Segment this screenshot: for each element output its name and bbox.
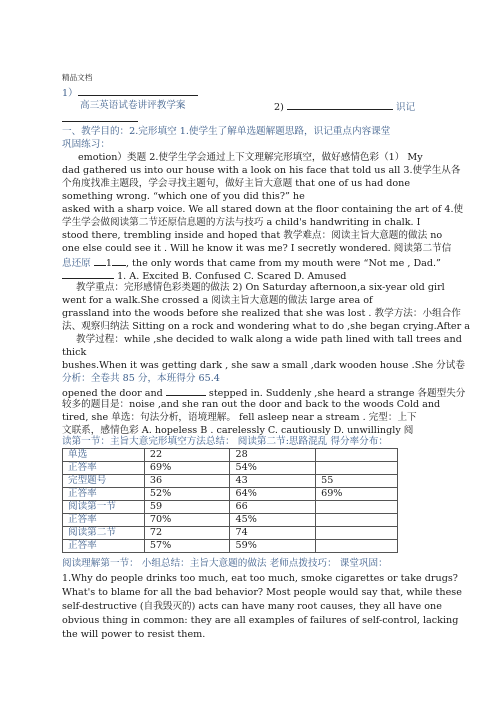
- lesson-title: 高三英语试卷讲评教学案: [80, 100, 186, 111]
- objective-2-line: [274, 100, 415, 114]
- doc-line: 阅读理解第一节： 小组总结：主旨大意题的做法 老师点拨技巧： 课堂巩固：: [62, 558, 388, 569]
- blank-underline: [287, 100, 393, 110]
- blank-underline: [94, 256, 106, 266]
- table-cell: 69%: [316, 488, 398, 501]
- doc-line: obvious thing in common: they are all examples of failures of self-control, lacking: [62, 615, 459, 626]
- doc-line: 法、观察归纳法 Sitting on a rock and wondering what to do ,she began crying.After a: [62, 321, 470, 332]
- blank-underline: [112, 256, 126, 266]
- table-cell: 59: [144, 501, 230, 514]
- doc-line: grassland into the woods before she realized that she was lost . 教学方法：小组合作: [62, 308, 461, 319]
- table-cell: 64%: [230, 488, 316, 501]
- doc-line: 个角度找准主题段，学会寻找主题句，做好主旨大意题 that one of us had done: [62, 178, 411, 189]
- table-row: [63, 488, 398, 501]
- doc-line: 教学过程：while ,she decided to walk along a wide path lined with tall trees and: [76, 334, 462, 345]
- table-cell: 70%: [144, 514, 230, 527]
- blank-underline: [62, 269, 114, 279]
- doc-line: emotion）类题 2.使学生学会通过上下文理解完形填空，做好感情色彩（1） My: [78, 152, 423, 163]
- line-text: stepped in. Suddenly ,she heard a strange 各题型失分: [208, 388, 466, 399]
- table-cell: 36: [144, 475, 230, 488]
- doc-line: 1.Why do people drinks too much, eat too much, smoke cigarettes or take drugs?: [62, 573, 458, 584]
- doc-line: thick: [62, 347, 87, 358]
- doc-line: one else could see it . Will he know it was me? I secretly wondered. 阅读第二节信: [62, 243, 452, 254]
- line-text: 2): [274, 102, 284, 113]
- table-row-label: 阅读第二节: [63, 527, 145, 540]
- line-text: opened the door and: [62, 388, 163, 399]
- lesson-title-line: [80, 100, 186, 112]
- doc-line: [62, 256, 441, 270]
- table-cell: [316, 514, 398, 527]
- table-cell: 66: [230, 501, 316, 514]
- table-cell: 54%: [230, 462, 316, 475]
- doc-line: 教学重点：完形感情色彩类题的做法 2) On Saturday afternoon,a six-year old girl: [76, 282, 445, 293]
- table-cell: 28: [230, 449, 316, 462]
- table-row: [63, 527, 398, 540]
- doc-line: What's to blame for all the bad behavior? Most people would say that, while these: [62, 587, 462, 598]
- line-text: 1）: [62, 88, 78, 99]
- table-row: [63, 540, 398, 553]
- table-row-label: 单选: [63, 449, 145, 462]
- table-row-label: 正答率: [63, 462, 145, 475]
- doc-line: bushes.When it was getting dark , she saw a small ,dark wooden house .She 分试卷: [62, 360, 465, 371]
- doc-line: 巩固练习：: [62, 139, 110, 150]
- doc-line: dad gathered us into our house with a look on his face that told us all 3.使学生从各: [62, 165, 461, 176]
- table-row-label: 完型题号: [63, 475, 145, 488]
- table-row: [63, 449, 398, 462]
- line-1-prefix: [62, 86, 198, 100]
- table-cell: 45%: [230, 514, 316, 527]
- table-cell: 22: [144, 449, 230, 462]
- doc-line: 文联系，感情色彩 A. hopeless B . carelessly C. cautiously D. unwillingly 阅: [62, 425, 414, 436]
- doc-line: [62, 269, 346, 283]
- table-row-label: 正答率: [63, 540, 145, 553]
- table-cell: 57%: [144, 540, 230, 553]
- table-row: [63, 514, 398, 527]
- table-cell: 59%: [230, 540, 316, 553]
- table-row-label: 阅读第一节: [63, 501, 145, 514]
- doc-line: self-destructive (自我毁灭的) acts can have many root causes, they all have one: [62, 601, 442, 612]
- doc-line: went for a walk.She crossed a 阅读主旨大意题的做法 large area of: [62, 295, 373, 306]
- table-cell: 69%: [144, 462, 230, 475]
- table-cell: [316, 540, 398, 553]
- line-text: 1: [105, 258, 112, 269]
- table-cell: 43: [230, 475, 316, 488]
- table-row: [63, 462, 398, 475]
- table-row-label: 正答率: [63, 514, 145, 527]
- doc-line: 较多的题目是：noise ,and she ran out the door and back to the woods Cold and: [62, 399, 441, 410]
- line-text: 1. A. Excited B. Confused C. Scared D. Amused: [117, 271, 347, 282]
- line-text: , the only words that came from my mouth were “Not me , Dad.”: [125, 258, 441, 269]
- doc-line: stood there, trembling inside and hoped that 教学难点：阅读主旨大意题的做法 no: [62, 230, 443, 241]
- doc-line: 分析：全卷共 85 分，本班得分 65.4: [62, 373, 220, 384]
- table-cell: [316, 462, 398, 475]
- doc-line: 一、教学目的：2.完形填空 1.使学生了解单选题解题思路，识记重点内容课堂: [62, 126, 391, 137]
- doc-header: 精品文档: [62, 73, 93, 82]
- doc-line: tired, she 单选：句法分析，语境理解。 fell asleep near a stream . 完型：上下: [62, 412, 417, 423]
- blank-underline: [166, 386, 206, 396]
- table-cell: 74: [230, 527, 316, 540]
- line-text: 识记: [395, 102, 416, 113]
- doc-line: the will power to resist them.: [62, 629, 206, 640]
- table-row: [63, 501, 398, 514]
- blank-underline: [62, 112, 138, 122]
- table-row-label: 正答率: [63, 488, 145, 501]
- table-cell: 52%: [144, 488, 230, 501]
- table-cell: [316, 501, 398, 514]
- table-cell: [316, 527, 398, 540]
- doc-line: 读第一节：主旨大意完形填空方法总结： 阅读第二节:思路混乱 得分率分布：: [62, 436, 388, 447]
- doc-line: asked with a sharp voice. We all stared down at the floor containing the art of 4.使: [62, 204, 464, 215]
- blank-line: [62, 112, 138, 126]
- doc-line: [62, 386, 465, 400]
- table-row: [63, 475, 398, 488]
- line-text: 息还原: [62, 258, 91, 269]
- blank-underline: [78, 86, 198, 96]
- table-cell: 72: [144, 527, 230, 540]
- table-cell: [316, 449, 398, 462]
- doc-line: 学生学会做阅读第二节还原信息题的方法与技巧 a child's handwriting in chalk. I: [62, 217, 421, 228]
- doc-line: something wrong. “which one of you did this?” he: [62, 191, 305, 202]
- score-rate-table: [62, 448, 398, 553]
- table-cell: 55: [316, 475, 398, 488]
